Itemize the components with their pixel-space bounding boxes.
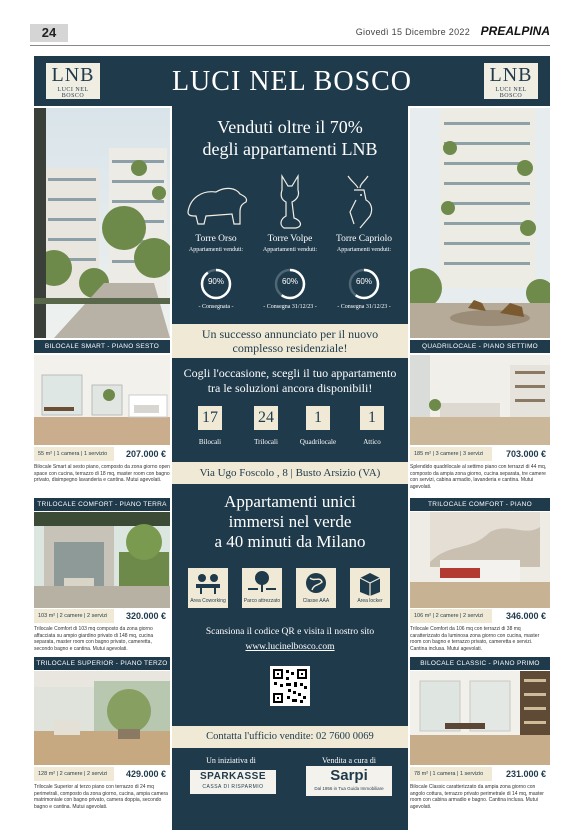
listing-title: BILOCALE SMART - PIANO SESTO bbox=[34, 340, 170, 353]
delivery-status: - Consegna 31/12/23 - bbox=[263, 304, 317, 310]
globe-icon bbox=[296, 568, 336, 598]
issue-date: Giovedì 15 Dicembre 2022 bbox=[355, 27, 470, 37]
brand-mark: LNB bbox=[489, 64, 533, 86]
service-label: Area locker bbox=[357, 598, 383, 604]
brand-mark: LNB bbox=[51, 64, 95, 86]
listing-price: 207.000 € bbox=[114, 447, 170, 461]
tower-name: Torre Capriolo bbox=[335, 234, 393, 244]
listing-title: TRILOCALE COMFORT - PIANO TERRA bbox=[34, 498, 170, 511]
newspaper-header bbox=[30, 20, 550, 46]
sarpi-name: Sarpi bbox=[330, 767, 368, 784]
count-label: Bilocali bbox=[198, 438, 222, 446]
listing-title: TRILOCALE SUPERIOR - PIANO TERZO bbox=[34, 657, 170, 670]
tower-name: Torre Orso bbox=[195, 234, 237, 244]
sparkasse-sub: CASSA DI RISPARMIO bbox=[202, 784, 264, 790]
tower-sub: Appartamenti venduti: bbox=[262, 247, 318, 253]
center-panel bbox=[172, 106, 408, 830]
listing-stats: 128 m² | 2 camere | 2 servizi bbox=[34, 767, 114, 781]
listing-photo-quadrilocale bbox=[410, 355, 550, 445]
tree-bench-icon bbox=[242, 568, 282, 598]
headline-line: Venduti oltre il 70% bbox=[217, 117, 363, 137]
tower-label-capriolo bbox=[326, 234, 402, 256]
sold-percent: 60% bbox=[355, 277, 372, 286]
listing-price: 320.000 € bbox=[114, 609, 170, 623]
newspaper-logo: PREALPINA bbox=[480, 24, 550, 38]
count-bilocali: 17 bbox=[198, 406, 222, 430]
listing-price: 429.000 € bbox=[114, 767, 170, 781]
listing-title: QUADRILOCALE - PIANO SETTIMO bbox=[410, 340, 550, 353]
qr-instruction: Scansiona il codice QR e visita il nostro sito bbox=[205, 627, 375, 637]
count-label: Trilocali bbox=[254, 438, 278, 446]
delivery-status: - Consegnata - bbox=[198, 304, 234, 310]
sparkasse-name: SPARKASSE bbox=[200, 771, 266, 782]
bear-icon bbox=[182, 172, 252, 232]
listing-description: Trilocale Comfort da 106 mq con terrazzi di 38 mq caratterizzato da luminosa zona giorno con cucina, master room con bagno e terrazzo privato, cameretta e servizi. Cantina inclusa. Mutui agevolati. bbox=[410, 626, 540, 652]
count-label: Attico bbox=[363, 438, 381, 446]
listing-photo-trilocale-superior bbox=[34, 671, 170, 765]
cta-line: tra le soluzioni ancora disponibili! bbox=[207, 381, 373, 395]
listing-photo-bilocale-smart bbox=[34, 355, 170, 445]
success-line: complesso residenziale! bbox=[232, 341, 348, 355]
listing-stats: 103 m² | 2 camere | 2 servizi bbox=[34, 609, 114, 623]
listing-stats: 55 m² | 1 camera | 1 servizio bbox=[34, 447, 114, 461]
brand-logo-right bbox=[482, 61, 540, 101]
count-label: Quadrilocale bbox=[299, 438, 337, 446]
listing-photo-trilocale-comfort-secondo bbox=[410, 512, 550, 608]
listing-description: Splendido quadrilocale al settimo piano con terrazzi di 44 mq, composto da ampia zona giorno, cucina separata, tre camere con servizi, cabina armadio, lavanderia e cantina. Mutui agevolati. bbox=[410, 464, 547, 490]
claim-line: a 40 minuti da Milano bbox=[214, 532, 366, 551]
service-label: Classe AAA bbox=[302, 598, 330, 604]
qr-code[interactable] bbox=[270, 666, 310, 706]
tower-exterior-photo bbox=[410, 108, 550, 338]
sale-label: Vendita a cura di bbox=[322, 756, 376, 765]
listing-stats: 185 m² | 3 camere | 3 servizi bbox=[410, 447, 492, 461]
parcel-box-icon bbox=[350, 568, 390, 598]
people-desk-icon bbox=[188, 568, 228, 598]
success-banner bbox=[172, 324, 408, 358]
tower-sub: Appartamenti venduti: bbox=[188, 247, 244, 253]
headline-line: degli appartamenti LNB bbox=[202, 139, 378, 159]
sales-contact: Contatta l'ufficio vendite: 02 7600 0069 bbox=[172, 726, 408, 748]
sarpi-logo bbox=[306, 766, 392, 796]
building-exterior-photo bbox=[34, 108, 170, 338]
listing-price: 231.000 € bbox=[492, 767, 550, 781]
count-trilocali: 24 bbox=[254, 406, 278, 430]
claim bbox=[172, 492, 408, 552]
tower-name: Torre Volpe bbox=[267, 234, 313, 244]
sparkasse-logo bbox=[190, 770, 276, 794]
fox-icon bbox=[270, 172, 310, 232]
claim-line: Appartamenti unici bbox=[224, 492, 356, 511]
initiative-label: Un iniziativa di bbox=[206, 756, 256, 765]
brand-logo-left bbox=[44, 61, 102, 101]
page-number: 24 bbox=[30, 24, 68, 42]
count-attico: 1 bbox=[360, 406, 384, 430]
listing-stats: 78 m² | 1 camera | 1 servizio bbox=[410, 767, 492, 781]
listing-description: Bilocale Smart al sesto piano, composto da zona giorno open space con cucina, terrazzo di 18 mq, master room con bagno privato, disimpegno lavanderia e cantina. Mutui agevolati. bbox=[34, 464, 170, 483]
listing-price: 346.000 € bbox=[492, 609, 550, 623]
tower-label-orso bbox=[178, 234, 254, 256]
website-link[interactable]: www.lucinelbosco.com bbox=[245, 642, 335, 652]
deer-icon bbox=[334, 172, 384, 232]
listing-photo-bilocale-classic bbox=[410, 671, 550, 765]
listing-title: BILOCALE CLASSIC - PIANO PRIMO bbox=[410, 657, 550, 670]
brand-sub: LUCI NEL BOSCO bbox=[495, 87, 527, 99]
ad-title: LUCI NEL BOSCO bbox=[171, 66, 413, 97]
ad-header-band bbox=[34, 56, 550, 106]
sales-headline bbox=[172, 116, 408, 160]
success-line: Un successo annunciato per il nuovo bbox=[201, 327, 379, 341]
listing-description: Bilocale Classic caratterizzato da ampia zona giorno con angolo cottura, terrazzo privato perimetrale di 14 mq, master room con cabina armadio e bagno. Cantina inclusa. Mutui agevolati. bbox=[410, 784, 544, 810]
cta-line: Cogli l'occasione, scegli il tuo appartamento bbox=[183, 366, 397, 380]
call-to-action bbox=[172, 366, 408, 396]
listing-description: Trilocale Comfort di 103 mq composto da zona giorno affacciata su ampio giardino privato di 148 mq, cucina separata, master room con bagno privato, cameretta, secondo bagno e cantina. Mutui agevolati. bbox=[34, 626, 154, 652]
tower-sub: Appartamenti venduti: bbox=[336, 247, 392, 253]
count-quadrilocale: 1 bbox=[306, 406, 330, 430]
sold-percent: 90% bbox=[207, 277, 224, 286]
listing-price: 703.000 € bbox=[492, 447, 550, 461]
listing-title: TRILOCALE COMFORT - PIANO bbox=[410, 498, 550, 511]
service-label: Area Coworking bbox=[190, 598, 226, 604]
listing-description: Trilocale Superior al terzo piano con terrazzo di 24 mq perimetrali, composto da zona giorno, cucina, ampia camera matrimoniale con bagno privato, camera doppia, secondo bagno e cantina. Mutui agevolati. bbox=[34, 784, 168, 810]
sold-percent: 60% bbox=[281, 277, 298, 286]
tower-label-volpe bbox=[252, 234, 328, 256]
address-banner: Via Ugo Foscolo , 8 | Busto Arsizio (VA) bbox=[172, 462, 408, 484]
delivery-status: - Consegna 31/12/23 - bbox=[337, 304, 391, 310]
service-label: Parco attrezzato bbox=[243, 598, 281, 604]
listing-stats: 106 m² | 2 camere | 2 servizi bbox=[410, 609, 492, 623]
animal-illustrations bbox=[172, 172, 408, 232]
sarpi-sub: Dal 1956 in Tua Guida Immobiliare bbox=[314, 786, 384, 791]
claim-line: immersi nel verde bbox=[228, 512, 352, 531]
brand-sub: LUCI NEL BOSCO bbox=[57, 87, 89, 99]
listing-photo-trilocale-comfort-terra bbox=[34, 512, 170, 608]
